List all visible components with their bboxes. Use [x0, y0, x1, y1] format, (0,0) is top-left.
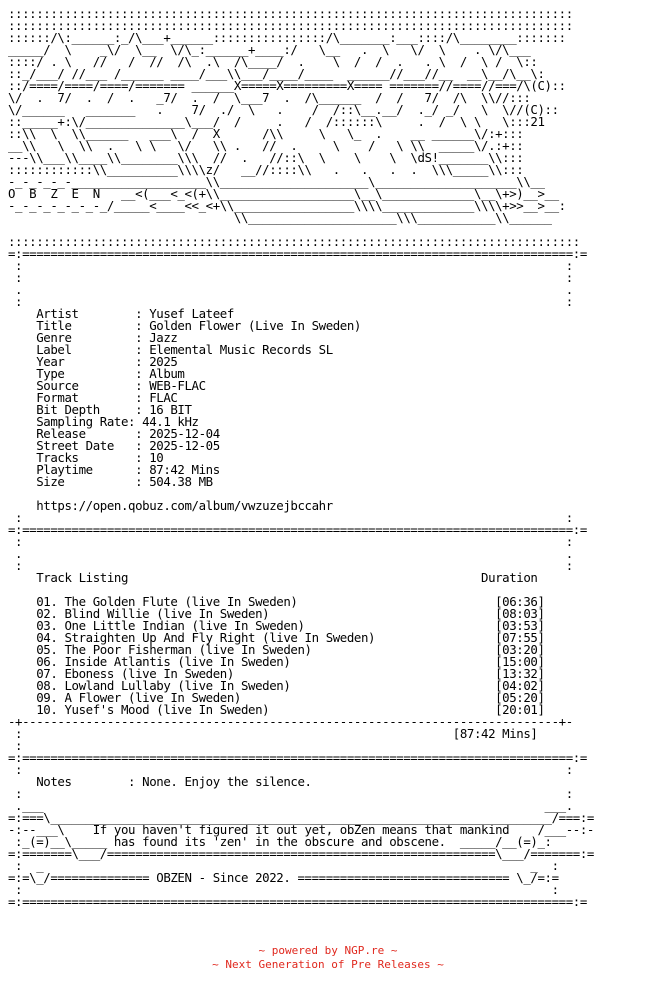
nfo-line: -+----------------------------------------------------------------------------+- [8, 714, 573, 729]
nfo-line: =:==============================================================================:= [8, 522, 587, 537]
nfo-line: -_-_-_-_-_-_-_/_____<____<<_<+\\_________________\\\\_____________\\\\+>>__>__: [8, 198, 566, 213]
nfo-line: Type : Album [8, 366, 185, 381]
nfo-line: . . [8, 282, 573, 297]
powered-by-text: ~ powered by NGP.re ~ [258, 944, 398, 957]
nfo-line: : [8, 738, 23, 753]
nfo-line: : : [8, 534, 573, 549]
nfo-line: 05. The Poor Fisherman (live In Sweden) [03:20] [8, 642, 545, 657]
nfo-line: Size : 504.38 MB [8, 474, 213, 489]
nfo-line: : : [8, 270, 573, 285]
tagline-text: ~ Next Generation of Pre Releases ~ [212, 958, 444, 971]
nfo-line: \/______ _______ . 7/ ./ \ . / /::\__.__/ ._/ _/ \ \//(C):: [8, 102, 559, 117]
nfo-line: Genre : Jazz [8, 330, 178, 345]
nfo-line: Release : 2025-12-04 [8, 426, 220, 441]
nfo-line: Playtime : 87:42 Mins [8, 462, 220, 477]
nfo-line: ::/====/====/====/======= ______X=====X=========X==== =======//====//===/\(C):: [8, 78, 566, 93]
nfo-line: ::\\ \ \\______ ___\ / X /\\ \ \_ . __ ______\/:+::: [8, 126, 524, 141]
nfo-text [8, 8, 594, 908]
nfo-line: Artist : Yusef Lateef [8, 306, 234, 321]
nfo-line: .___ ___. [8, 798, 573, 813]
nfo-line: Source : WEB-FLAC [8, 378, 206, 393]
nfo-line: -:--___\ If you haven't figured it out yet, obZen means that mankind /___--:- [8, 822, 594, 837]
nfo-line: Format : FLAC [8, 390, 178, 405]
nfo-line: : : [8, 258, 573, 273]
nfo-line: =:==============================================================================:= [8, 246, 587, 261]
nfo-line: https://open.qobuz.com/album/vwzuzejbccahr [8, 498, 333, 513]
nfo-line: : : [8, 294, 573, 309]
nfo-line: Year : 2025 [8, 354, 178, 369]
nfo-line: : : [8, 762, 573, 777]
nfo-line: 08. Lowland Lullaby (live In Sweden) [04:02] [8, 678, 545, 693]
nfo-line: 06. Inside Atlantis (live In Sweden) [15:00] [8, 654, 545, 669]
nfo-line: 09. A Flower (live In Sweden) [05:20] [8, 690, 545, 705]
nfo-line: \\_____________________\\\___________\\______ [8, 210, 552, 225]
nfo-line: ::::::::::::\\__________\\\\z/ __//::::\\ . . . . \\\_____\\::: [8, 162, 524, 177]
nfo-line: O B Z E N __<(___<_<(+\\___________________\__\_____________\__\+>)__>__ [8, 186, 559, 201]
nfo-line: ::_/___/ //___ /______ ____/___\\___/____/____ ______//___//__ __\__/\__\: [8, 66, 545, 81]
nfo-line: : : [8, 558, 573, 573]
nfo-line: =:==============================================================================:= [8, 750, 587, 765]
nfo-line: __\\ \ \\ . \ \ \/ \\ . // . \ / \ \\ _____\/.:+:: [8, 138, 524, 153]
nfo-line: 07. Eboness (live In Sweden) [13:32] [8, 666, 545, 681]
nfo-line: =:==============================================================================:= [8, 894, 587, 909]
nfo-line: : [87:42 Mins] [8, 726, 538, 741]
nfo-line: :_(=)__\_____ has found its 'zen' in the obscure and obscene. _____/__(=)_: [8, 834, 559, 849]
nfo-line: Label : Elemental Music Records SL [8, 342, 333, 357]
nfo-line: 10. Yusef's Mood (live In Sweden) [20:01] [8, 702, 545, 717]
nfo-line: Bit Depth : 16 BIT [8, 402, 192, 417]
nfo-line: Sampling Rate: 44.1 kHz [8, 414, 199, 429]
nfo-line: :::::::::::::::::::::::::::::::::::::::::::::::::::::::::::::::::::::::::::::::: [8, 18, 573, 33]
nfo-line: : _ _ : [8, 858, 559, 873]
nfo-line: Street Date : 2025-12-05 [8, 438, 220, 453]
nfo-line: :::::::::::::::::::::::::::::::::::::::::::::::::::::::::::::::::::::::::::::::: [8, 6, 573, 21]
nfo-line: _____/ \ _\/ \__ \/\_:______+____:/ \__ . \ \/ \ . \/\___ [8, 42, 531, 57]
nfo-line: Track Listing Duration [8, 570, 538, 585]
nfo-line: ::_____+:\/______________\___/ / . / /::::::\ . / \ \ \:::21 [8, 114, 545, 129]
nfo-line: 01. The Golden Flute (live In Sweden) [06:36] [8, 594, 545, 609]
nfo-line: : : [8, 510, 573, 525]
nfo-line: -_-_-_-_-___________________\\_____________________\____________________\\__ [8, 174, 545, 189]
nfo-line: Notes : None. Enjoy the silence. [8, 774, 312, 789]
nfo-line: ::::::/\:______:_/\___+______::::::::::::::::/\_______:___::::/\________::::::: [8, 30, 566, 45]
nfo-line: 02. Blind Willie (live In Sweden) [08:03] [8, 606, 545, 621]
nfo-line: 04. Straighten Up And Fly Right (live In Sweden) [07:55] [8, 630, 545, 645]
nfo-line: ---\\___\\____\\________\\\ // . //::\ \ \ \ \dS!_______\\::: [8, 150, 524, 165]
nfo-line: \/ . 7/ . / . _7/ . / \___7 . /\______ / / 7/ /\ \\//::: [8, 90, 531, 105]
nfo-line: ::::::::::::::::::::::::::::::::::::::::::::::::::::::::::::::::::::::::::::::::: [8, 234, 580, 249]
nfo-line: . . [8, 546, 573, 561]
nfo-line: =:===\_______________________________________________________________________/===:= [8, 810, 594, 825]
nfo-line: ::::/ . \ // / // /\ .\ /\____/ . \ / / . . \ / \ / \:: [8, 54, 538, 69]
nfo-line: =:=======\___/=======================================================\___/=======:= [8, 846, 594, 861]
nfo-line: : : [8, 786, 573, 801]
nfo-line: Title : Golden Flower (Live In Sweden) [8, 318, 361, 333]
nfo-line: 03. One Little Indian (live In Sweden) [03:53] [8, 618, 545, 633]
nfo-line: : : [8, 882, 559, 897]
nfo-line: Tracks : 10 [8, 450, 164, 465]
nfo-line: =:=\_/============== OBZEN - Since 2022. ============================== \_/=:= [8, 870, 559, 885]
